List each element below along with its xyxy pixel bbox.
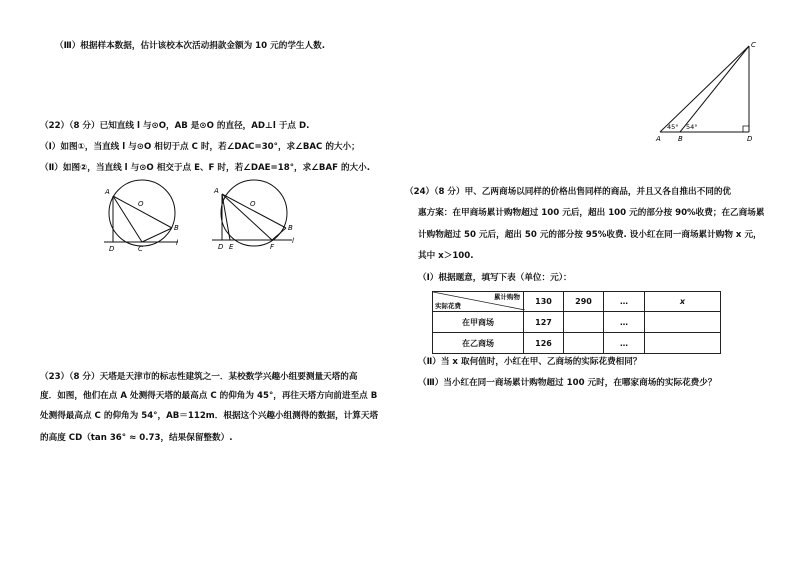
q24-part1: （Ⅰ）根据题意，填写下表（单位：元）： <box>418 273 572 283</box>
svg-text:l: l <box>176 239 178 247</box>
table-cell <box>564 333 604 354</box>
table-header-cell: 290 <box>564 292 604 312</box>
table-header-cell: 130 <box>524 292 564 312</box>
svg-text:F: F <box>270 243 275 251</box>
label-A: A <box>105 188 110 196</box>
circle-figure-2 <box>206 178 298 254</box>
tower-figure <box>652 40 762 144</box>
table-cell: 126 <box>524 333 564 354</box>
corner-bottom: 实际花费 <box>435 302 461 310</box>
table-header-row <box>433 292 721 312</box>
q22-part2: （Ⅱ）如图②，当直线 l 与⊙O 相交于点 E、F 时，若∠DAE=18°，求∠BAF 的大小. <box>40 163 371 173</box>
svg-text:45°: 45° <box>667 123 679 131</box>
svg-text:B: B <box>678 135 683 143</box>
svg-text:E: E <box>229 243 234 251</box>
q23-line4: 的高度 CD（tan 36° ≈ 0.73，结果保留整数）. <box>40 433 233 443</box>
q24-part2: （Ⅱ）当 x 取何值时，小红在甲、乙商场的实际花费相同？ <box>418 357 642 367</box>
corner-top: 累计购物 <box>494 293 520 301</box>
q24-line1: （24）（8 分）甲、乙两商场以同样的价格出售同样的商品，并且又各自推出不同的优 <box>405 187 732 197</box>
table-cell <box>645 312 721 333</box>
svg-text:A: A <box>656 135 661 143</box>
table-corner-cell <box>433 292 524 312</box>
table-header-cell: x <box>645 292 721 312</box>
svg-text:D: D <box>109 245 115 253</box>
svg-text:C: C <box>138 245 143 253</box>
svg-text:54°: 54° <box>686 123 698 131</box>
row-label: 在乙商场 <box>433 333 524 354</box>
table-cell <box>564 312 604 333</box>
svg-text:D: D <box>747 135 753 143</box>
q21-part3: （Ⅲ）根据样本数据，估计该校本次活动捐款金额为 10 元的学生人数. <box>55 41 325 51</box>
svg-text:l: l <box>292 237 294 245</box>
q22-part1: （Ⅰ）如图①，当直线 l 与⊙O 相切于点 C 时，若∠DAC=30°，求∠BAC 的大小； <box>40 142 360 152</box>
svg-text:B: B <box>174 224 179 232</box>
table-row <box>433 333 721 354</box>
svg-text:O: O <box>250 200 256 208</box>
circle-figure-1 <box>98 178 188 254</box>
table-header-cell: … <box>604 292 645 312</box>
svg-text:A: A <box>214 187 219 195</box>
svg-text:C: C <box>751 41 756 49</box>
q23-line3: 处测得最高点 C 的仰角为 54°，AB＝112m．根据这个兴趣小组测得的数据，计算天塔 <box>40 411 379 421</box>
q23-line1: （23）（8 分）天塔是天津市的标志性建筑之一．某校数学兴趣小组要测量天塔的高 <box>40 372 358 382</box>
q23-line2: 度．如图，他们在点 A 处测得天塔的最高点 C 的仰角为 45°，再往天塔方向前进至点 B <box>40 391 378 401</box>
svg-text:D: D <box>218 243 224 251</box>
table-cell: … <box>604 312 645 333</box>
q24-line3: 计购物超过 50 元后，超出 50 元的部分按 95%收费. 设小红在同一商场累计购物 x 元， <box>418 230 762 240</box>
q24-line2: 惠方案：在甲商场累计购物超过 100 元后，超出 100 元的部分按 90%收费；在乙商场累 <box>418 208 765 218</box>
q22-title: （22）（8 分）已知直线 l 与⊙O，AB 是⊙O 的直径，AD⊥l 于点 D. <box>40 121 310 131</box>
table-cell: … <box>604 333 645 354</box>
table-cell: 127 <box>524 312 564 333</box>
q24-line4: 其中 x＞100. <box>418 251 474 261</box>
table-cell <box>645 333 721 354</box>
svg-text:B: B <box>288 224 293 232</box>
spending-table <box>432 291 721 354</box>
row-label: 在甲商场 <box>433 312 524 333</box>
q24-part3: （Ⅲ）当小红在同一商场累计购物超过 100 元时，在哪家商场的实际花费少？ <box>418 378 717 388</box>
svg-text:O: O <box>138 200 144 208</box>
table-row <box>433 312 721 333</box>
